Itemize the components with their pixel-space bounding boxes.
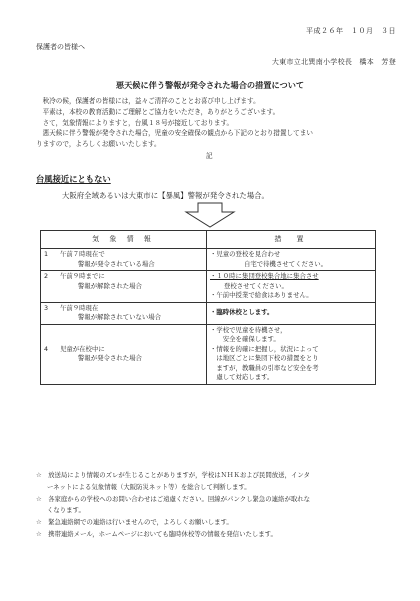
column-header-measure: 措 置	[207, 231, 376, 249]
note-line: ☆ 放送局により情報のズレが生じることがありますが，学校はＮＨＫおよび民間放送，インタ	[36, 471, 310, 479]
measure-cell	[207, 271, 376, 303]
info-line: 警報が発令された場合	[78, 354, 142, 362]
measure-line: ・臨時休校とします。	[210, 308, 274, 317]
sender-line: 大東市立北巽南小学校長 橋本 芳登	[271, 58, 396, 66]
issue-date: 平成２６年 １０月 ３日	[306, 27, 396, 35]
row-number: 4	[44, 344, 49, 353]
notes-section	[36, 470, 396, 541]
note-line: ☆ 緊急連絡網での連絡は行いませんので，よろしくお願いします。	[36, 518, 233, 527]
info-cell	[41, 249, 207, 271]
info-line: 警報が解除された場合	[78, 281, 142, 290]
table-row	[41, 271, 376, 303]
measure-line: ・情報を的確に把握し，状況によって	[210, 344, 319, 353]
body-line: 平素は，本校の教育活動にご理解とご協力をいただき，ありがとうございます。	[36, 107, 280, 116]
info-line: 警報が発令されている場合	[78, 259, 155, 268]
note-line: くなります。	[47, 506, 85, 515]
measure-cell	[207, 324, 376, 384]
info-line: 午前９時現在	[60, 303, 99, 312]
table-header-row	[41, 231, 376, 249]
condition-text: 大阪府全域あるいは大東市に【暴風】警報が発令された場合。	[62, 191, 269, 200]
body-text	[36, 96, 396, 150]
measure-line: 慮して対応します。	[210, 373, 274, 381]
down-arrow-icon	[184, 202, 236, 228]
measure-line: ・児童の登校を見合わせ	[210, 250, 281, 258]
measure-cell	[207, 302, 376, 324]
info-cell	[41, 271, 207, 303]
info-line: 午前９時までに	[60, 272, 105, 280]
column-header-info: 気 象 情 報	[41, 231, 207, 249]
recipient-line: 保護者の皆様へ	[36, 43, 85, 51]
info-cell	[41, 324, 207, 384]
measure-line: ますが，教職員の引率など安全を考	[210, 363, 319, 372]
measure-line: 自宅で待機させてください。	[244, 259, 328, 268]
table-row	[41, 302, 376, 324]
row-number: 2	[44, 272, 49, 280]
info-cell	[41, 302, 207, 324]
row-number: 3	[44, 303, 49, 312]
body-line: 秋冷の候，保護者の皆様には，益々ご清祥のこととお喜び申し上げます。	[36, 97, 260, 105]
note-line: ☆ 各家庭からの学校へのお問い合わせはご遠慮ください。回線がパンクし緊急の連絡が取れな	[36, 494, 311, 503]
info-line: 午前７時現在で	[60, 250, 105, 258]
measure-cell	[207, 249, 376, 271]
measure-line: 登校させてください。	[224, 281, 288, 290]
note-line: ーネットによる気象情報（大阪防災ネット等）を総合して判断します。	[47, 482, 251, 491]
measure-line: ・午前中授業で給食はありません。	[210, 291, 313, 299]
document-title: 悪天候に伴う警報が発令された場合の措置について	[115, 80, 305, 90]
body-line: 悪天候に伴う警報が発令された場合，児童の安全確保の観点から下記のとおり措置してまい	[36, 129, 313, 138]
table-row	[41, 249, 376, 271]
measure-line: ・学校で児童を待機させ，	[210, 325, 287, 334]
section-title: 台風接近にともない	[36, 174, 111, 184]
info-line: 児童が在校中に	[60, 344, 105, 353]
notice-mark: 記	[206, 152, 213, 160]
measure-line: ・１０時に集団登校集合地に集合させ	[210, 272, 319, 280]
measure-line: は地区ごとに集団下校の措置をとり	[210, 354, 319, 362]
row-number: 1	[44, 250, 49, 258]
info-line: 警報が解除されていない場合	[78, 313, 162, 321]
note-line: ☆ 携帯連絡メール，ホームページにおいても臨時休校等の情報を発信いたします。	[36, 529, 277, 538]
table-row	[41, 324, 376, 384]
measures-table	[40, 230, 376, 385]
measure-line: 安全を確保します。	[210, 335, 280, 343]
body-line: りますので，よろしくお願いいたします。	[36, 140, 161, 149]
body-line: さて，気象情報によりますと，台風１８号が接近しております。	[36, 118, 234, 127]
